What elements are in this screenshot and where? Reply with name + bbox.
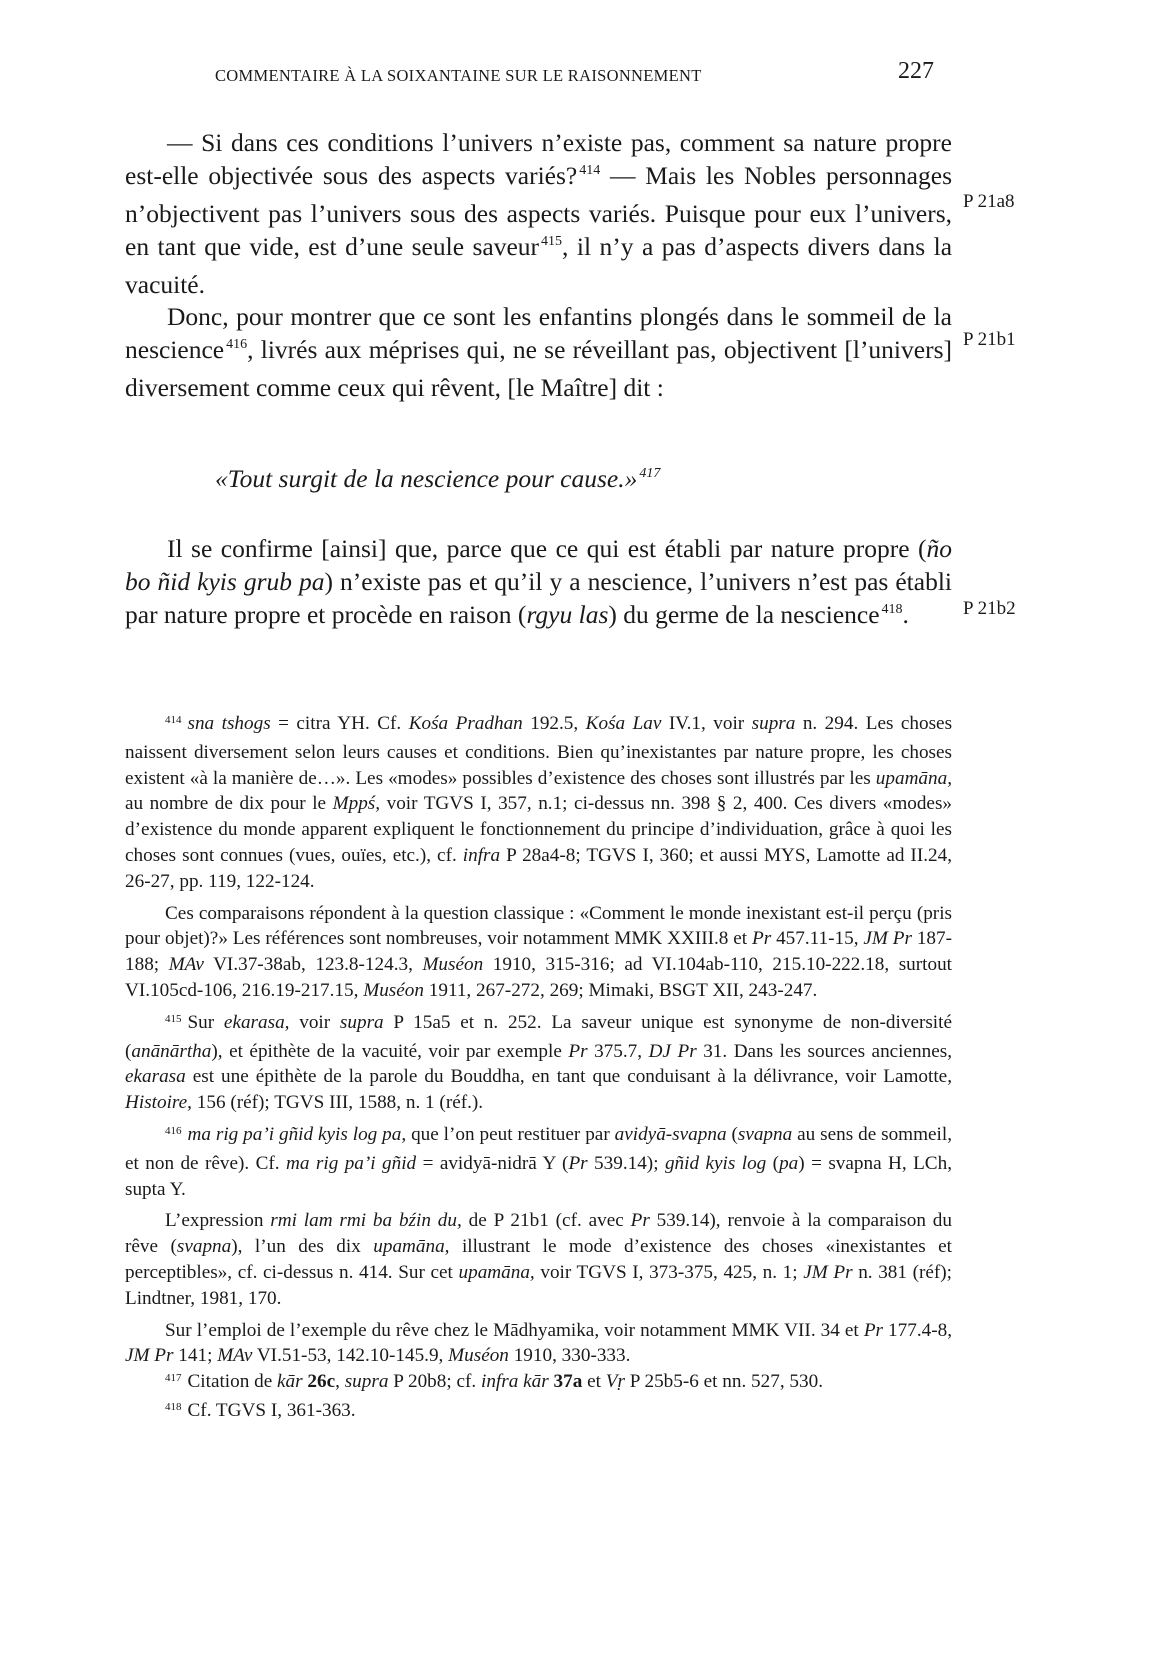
margin-ref-p21b1: P 21b1 bbox=[963, 329, 1016, 350]
footnote-416-continued-1: L’expression rmi lam rmi ba bźin du, de P 21b1 (cf. avec Pr 539.14), renvoie à la comparaison du rêve (svapna), l’un des dix upamāna, illustrant le mode d’existence des choses «inexistantes et perceptibles», cf. ci-dessus n. 414. Sur cet upamāna, voir TGVS I, 373-375, 425, n. 1; JM Pr n. 381 (réf); Lindtner, 1981, 170. bbox=[125, 1210, 953, 1309]
footnote-ref-417[interactable]: 417 bbox=[639, 466, 661, 481]
footnote-ref-418[interactable]: 418 bbox=[881, 602, 903, 617]
paragraph-2: Donc, pour montrer que ce sont les enfantins plongés dans le sommeil de la nescience $^{416}$, livrés aux méprises qui, ne se réveillant pas, objectivent [l’univers] diversement comme ceux qui rêvent, [le Maître] dit : bbox=[125, 302, 952, 402]
footnote-ref-416[interactable]: 416 bbox=[226, 337, 248, 352]
footnote-416: $^{416}$ ma rig pa’i gñid kyis log pa, que l’on peut restituer par avidyā-svapna (svapna au sens de sommeil, et non de rêve). Cf. ma rig pa’i gñid = avidyā-nidrā Y (Pr 539.14); gñid kyis log (pa) = svapna H, LCh, supta Y. bbox=[125, 1123, 953, 1200]
footnote-414-continued: Ces comparaisons répondent à la question classique : «Comment le monde inexistant est-il perçu (pris pour objet)?» Les références sont nombreuses, voir notamment MMK XXIII.8 et Pr 457.11-15, JM Pr 187-188; MAv VI.37-38ab, 123.8-124.3, Muséon 1910, 315-316; ad VI.104ab-110, 215.10-222.18, surtout VI.105cd-106, 216.19-217.15, Muséon 1911, 267-272, 269; Mimaki, BSGT XII, 243-247. bbox=[125, 902, 953, 1001]
footnote-ref-415[interactable]: 415 bbox=[541, 234, 563, 249]
margin-ref-p21b2: P 21b2 bbox=[963, 598, 1016, 619]
footnote-418: $^{418}$ Cf. TGVS I, 361-363. bbox=[165, 1399, 356, 1421]
footnote-414: $^{414}$ sna tshogs = citra YH. Cf. Kośa Pradhan 192.5, Kośa Lav IV.1, voir supra n. 294. Les choses naissent diversement selon leurs causes et conditions. Bien qu’inexistantes par nature propre, les choses existent «à la manière de…». Les «modes» possibles d’existence des choses sont illustrés par les upamāna, au nombre de dix pour le Mppś, voir TGVS I, 357, n.1; ci-dessus nn. 398 § 2, 400. Ces divers «modes» d’existence du monde apparent expliquent le fonctionnement du principe d’individuation, grâce à quoi les choses sont connues (vues, ouïes, etc.), cf. infra P 28a4-8; TGVS I, 360; et aussi MYS, Lamotte ad II.24, 26-27, pp. 119, 122-124. bbox=[125, 713, 953, 892]
footnotes bbox=[125, 711, 952, 1427]
footnote-415: $^{415}$ Sur ekarasa, voir supra P 15a5 et n. 252. La saveur unique est synonyme de non-diversité (anānārtha), et épithète de la vacuité, voir par exemple Pr 375.7, DJ Pr 31. Dans les sources anciennes, ekarasa est une épithète de la parole du Bouddha, en tant que conduisant à la délivrance, voir Lamotte, Histoire, 156 (réf); TGVS III, 1588, n. 1 (réf.). bbox=[125, 1011, 952, 1114]
verse-quote: «Tout surgit de la nescience pour cause.» $^{417}$ bbox=[215, 464, 661, 493]
footnote-416-continued-2: Sur l’emploi de l’exemple du rêve chez le Mādhyamika, voir notamment MMK VII. 34 et Pr 177.4-8, JM Pr 141; MAv VI.51-53, 142.10-145.9, Muséon 1910, 330-333. bbox=[125, 1319, 953, 1367]
paragraph-3: Il se confirme [ainsi] que, parce que ce qui est établi par nature propre (ño bo ñid kyis grub pa) n’existe pas et qu’il y a nescience, l’univers n’est pas établi par nature propre et procède en raison (rgyu las) du germe de la nescience $^{418}$. bbox=[125, 534, 953, 629]
footnote-417: $^{417}$ Citation de kār 26c, supra P 20b8; cf. infra kār 37a et Vṛ P 25b5-6 et nn. 527, 530. bbox=[165, 1371, 824, 1393]
running-title: COMMENTAIRE À LA SOIXANTAINE SUR LE RAISONNEMENT bbox=[215, 66, 702, 85]
page-header bbox=[0, 56, 1170, 96]
page-number: 227 bbox=[898, 58, 934, 84]
paragraph-1: — Si dans ces conditions l’univers n’existe pas, comment sa nature propre est-elle objectivée sous des aspects variés? $^{414}$ — Mais les Nobles personnages n’objectivent pas l’univers sous des aspects variés. Puisque pour eux l’univers, en tant que vide, est d’une seule saveur $^{415}$, il n’y a pas d’aspects divers dans la vacuité. bbox=[125, 128, 953, 299]
footnote-ref-414[interactable]: 414 bbox=[579, 163, 601, 178]
margin-ref-p21a8: P 21a8 bbox=[963, 191, 1015, 212]
